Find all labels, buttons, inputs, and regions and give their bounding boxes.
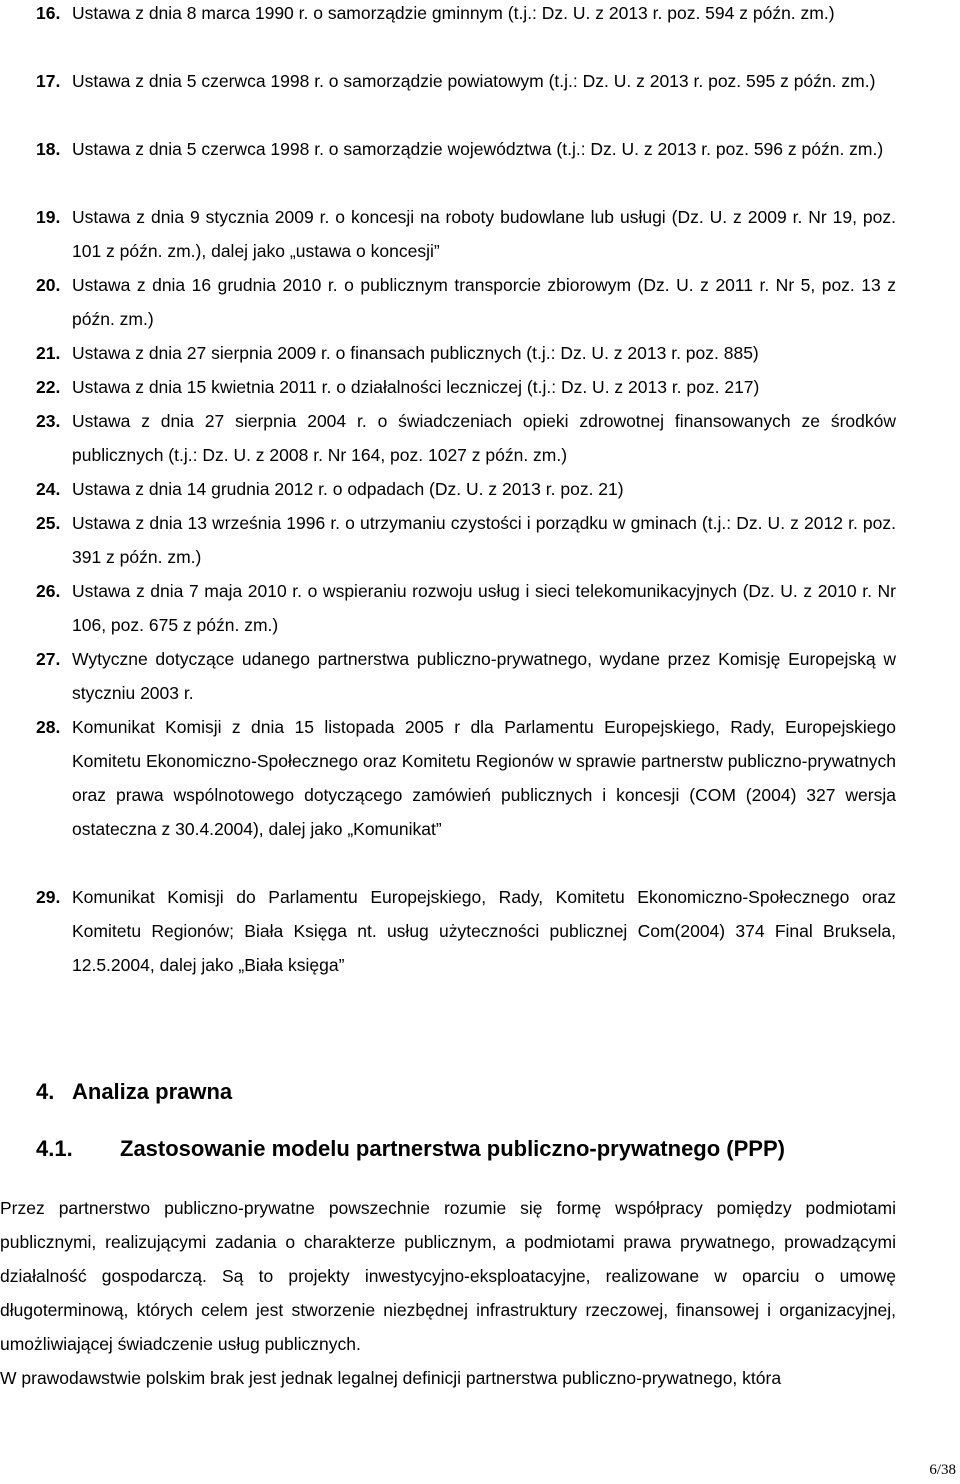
list-item [36,506,896,574]
item-text: Ustawa z dnia 13 września 1996 r. o utrzymaniu czystości i porządku w gminach (t.j.: Dz. U. z 2012 r. poz. 391 z późn. zm.) [72,513,896,567]
item-text: Ustawa z dnia 16 grudnia 2010 r. o publicznym transporcie zbiorowym (Dz. U. z 2011 r. Nr 5, poz. 13 z późn. zm.) [72,275,896,329]
item-text: Komunikat Komisji z dnia 15 listopada 2005 r dla Parlamentu Europejskiego, Rady, Europejskiego Komitetu Ekonomiczno-Społecznego oraz Komitetu Regionów w sprawie partnerstw publiczno-prywatnych oraz prawa wspólnotowego dotyczącego zamówień publicznych i koncesji (COM (2004) 327 wersja ostateczna z 30.4.2004), dalej jako „Komunikat” [72,717,896,839]
item-number: 24. [36,479,61,499]
item-text: Ustawa z dnia 27 sierpnia 2004 r. o świadczeniach opieki zdrowotnej finansowanych ze środków publicznych (t.j.: Dz. U. z 2008 r. Nr 164, poz. 1027 z późn. zm.) [72,411,896,465]
list-item [36,64,896,98]
item-number: 17. [36,71,61,91]
list-item [36,404,896,472]
subsection-heading [36,1136,785,1162]
page-number: 6/38 [929,1462,956,1478]
list-item [36,132,896,166]
item-number: 23. [36,411,61,431]
item-number: 21. [36,343,61,363]
item-number: 27. [36,649,61,669]
item-text: Ustawa z dnia 27 sierpnia 2009 r. o finansach publicznych (t.j.: Dz. U. z 2013 r. poz. 885) [72,343,759,363]
item-number: 26. [36,581,61,601]
item-text: Ustawa z dnia 15 kwietnia 2011 r. o działalności leczniczej (t.j.: Dz. U. z 2013 r. poz. 217) [72,377,760,397]
list-item [36,710,896,846]
subsection-number: 4.1. [36,1136,73,1161]
item-text: Ustawa z dnia 9 stycznia 2009 r. o koncesji na roboty budowlane lub usługi (Dz. U. z 2009 r. Nr 19, poz. 101 z późn. zm.), dalej jako „ustawa o koncesji” [72,207,896,261]
list-item [36,0,896,30]
item-number: 19. [36,207,61,227]
item-text: Ustawa z dnia 14 grudnia 2012 r. o odpadach (Dz. U. z 2013 r. poz. 21) [72,479,624,499]
item-text: Ustawa z dnia 5 czerwca 1998 r. o samorządzie powiatowym (t.j.: Dz. U. z 2013 r. poz. 595 z późn. zm.) [72,71,876,91]
item-number: 16. [36,3,61,23]
section-title: Analiza prawna [72,1079,233,1104]
list-item [36,336,896,370]
item-number: 28. [36,717,61,737]
item-text: Komunikat Komisji do Parlamentu Europejskiego, Rady, Komitetu Ekonomiczno-Społecznego oraz Komitetu Regionów; Biała Księga nt. usług użyteczności publicznej Com(2004) 374 Final Bruksela, 12.5.2004, dalej jako „Biała księga” [72,887,896,975]
list-item [36,642,896,710]
section-heading [36,1079,232,1105]
item-text: Wytyczne dotyczące udanego partnerstwa publiczno-prywatnego, wydane przez Komisję Europejską w styczniu 2003 r. [72,649,896,703]
item-number: 25. [36,513,61,533]
list-item [36,574,896,642]
item-text: Ustawa z dnia 5 czerwca 1998 r. o samorządzie województwa (t.j.: Dz. U. z 2013 r. poz. 596 z późn. zm.) [72,139,884,159]
item-number: 22. [36,377,61,397]
list-item [36,200,896,268]
list-item [36,370,896,404]
subsection-title: Zastosowanie modelu partnerstwa publiczno-prywatnego (PPP) [120,1136,785,1161]
item-text: Ustawa z dnia 7 maja 2010 r. o wspieraniu rozwoju usług i sieci telekomunikacyjnych (Dz. U. z 2010 r. Nr 106, poz. 675 z późn. zm.) [72,581,896,635]
item-number: 29. [36,887,61,907]
list-item [36,472,896,506]
item-number: 18. [36,139,61,159]
item-number: 20. [36,275,61,295]
list-item [36,880,896,982]
list-item [36,268,896,336]
item-text: Ustawa z dnia 8 marca 1990 r. o samorządzie gminnym (t.j.: Dz. U. z 2013 r. poz. 594 z późn. zm.) [72,3,835,23]
body-paragraph: W prawodawstwie polskim brak jest jednak legalnej definicji partnerstwa publiczno-prywatnego, która [0,1368,782,1388]
section-number: 4. [36,1079,55,1104]
body-paragraph: Przez partnerstwo publiczno-prywatne powszechnie rozumie się formę współpracy pomiędzy podmiotami publicznymi, realizującymi zadania o charakterze publicznym, a podmiotami prawa prywatnego, prowadzącymi działalność gospodarczą. Są to projekty inwestycyjno-eksploatacyjne, realizowane w oparciu o umowę długoterminową, których celem jest stworzenie niezbędnej infrastruktury rzeczowej, finansowej i organizacyjnej, umożliwiającej świadczenie usług publicznych. [0,1198,896,1354]
